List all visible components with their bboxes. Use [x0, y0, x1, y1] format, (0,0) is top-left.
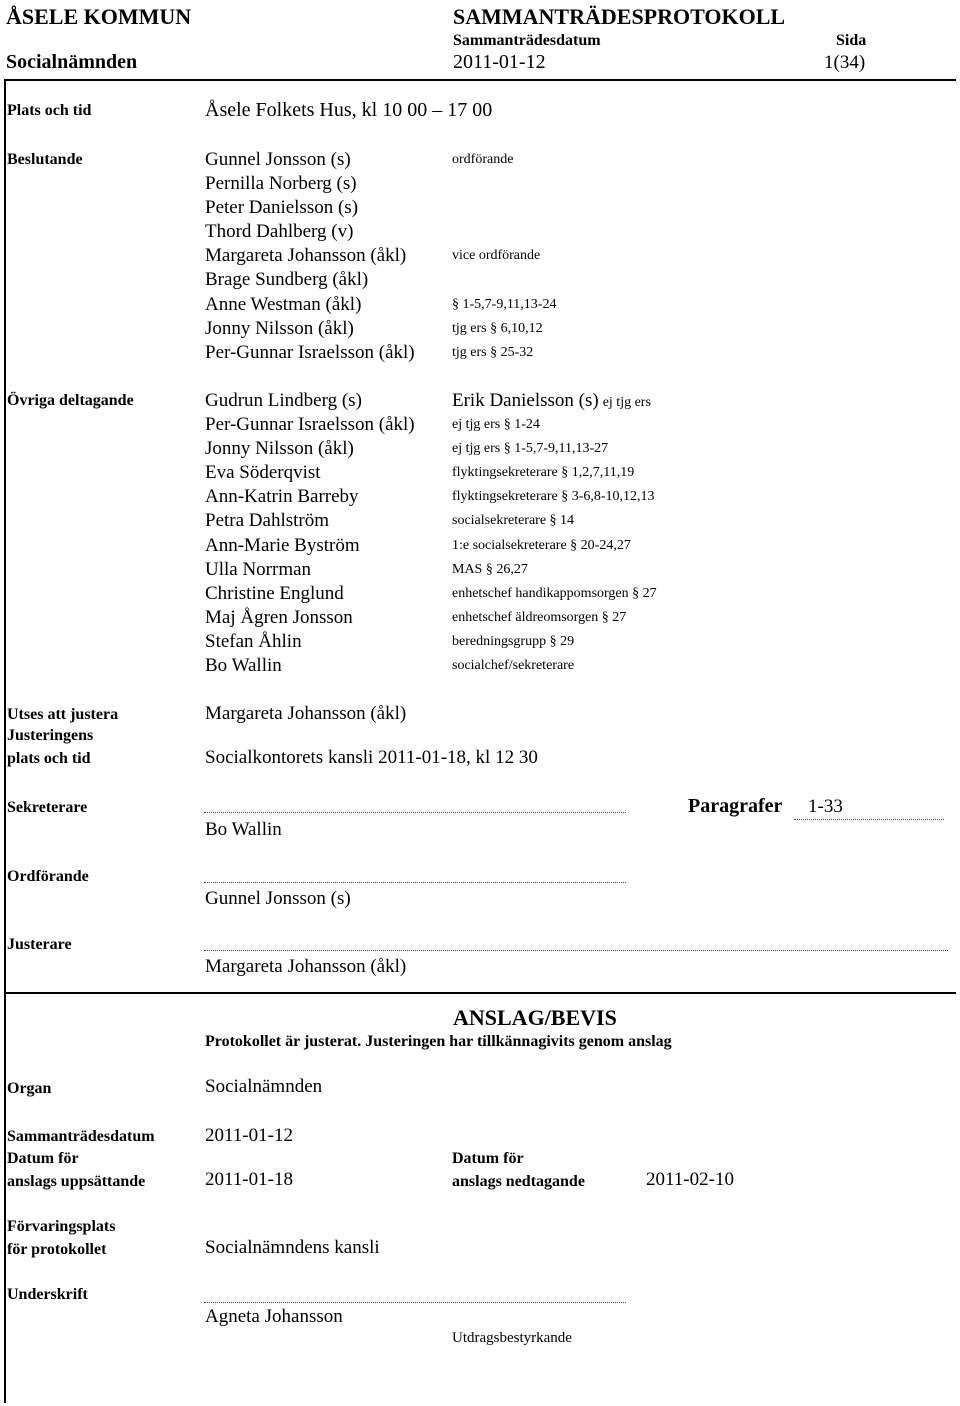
paragrafer-label: Paragrafer — [688, 795, 783, 817]
list-item: Anne Westman (åkl) — [205, 293, 362, 315]
justering-plats-label: plats och tid — [7, 750, 91, 767]
anslag-title: ANSLAG/BEVIS — [453, 1005, 617, 1030]
ordforande-signature-line — [204, 882, 626, 883]
paragrafer-line — [794, 819, 944, 820]
list-item: Gudrun Lindberg (s) — [205, 390, 362, 411]
list-item: Christine Englund — [205, 582, 344, 604]
list-item: Pernilla Norberg (s) — [205, 173, 357, 195]
role-text: ordförande — [452, 152, 514, 167]
role-text: tjg ers § 6,10,12 — [452, 320, 543, 336]
justerare-label: Justerare — [7, 936, 72, 953]
justering-plats-value: Socialkontorets kansli 2011-01-18, kl 12 30 — [205, 747, 538, 768]
justeringens-label: Justeringens — [7, 727, 94, 744]
anslag-datum-label: Sammanträdesdatum — [7, 1128, 155, 1145]
page-label: Sida — [836, 32, 867, 49]
role-text: flyktingsekreterare § 3-6,8-10,12,13 — [452, 489, 655, 505]
ovriga-first-right — [452, 389, 651, 413]
list-item: Margareta Johansson (åkl) — [205, 245, 407, 267]
underskrift-role: Utdragsbestyrkande — [452, 1330, 572, 1346]
left-margin-rule — [4, 81, 6, 1403]
role-text — [452, 220, 556, 244]
list-item: Eva Söderqvist — [205, 462, 321, 484]
nedtagande-label-1: Datum för — [452, 1150, 524, 1167]
role-text: ej tjg ers — [602, 395, 651, 410]
committee-name: Socialnämnden — [6, 51, 138, 73]
forvaring-value: Socialnämndens kansli — [205, 1237, 380, 1258]
organ-label: Organ — [7, 1080, 52, 1097]
list-item: Per-Gunnar Israelsson (åkl) — [205, 341, 415, 363]
header-rule — [4, 79, 956, 81]
list-item: Ulla Norrman — [205, 558, 312, 580]
nedtagande-label-2: anslags nedtagande — [452, 1173, 585, 1190]
section-rule — [4, 992, 956, 994]
role-text: enhetschef handikappomsorgen § 27 — [452, 585, 657, 601]
role-text: 1:e socialsekreterare § 20-24,27 — [452, 537, 631, 553]
uppsattande-label-1: Datum för — [7, 1150, 79, 1167]
org-name: ÅSELE KOMMUN — [6, 4, 192, 29]
role-text — [452, 196, 556, 220]
ovriga-label: Övriga deltagande — [7, 392, 134, 409]
date-label: Sammanträdesdatum — [453, 32, 601, 49]
anslag-subtitle: Protokollet är justerat. Justeringen har tillkännagivits genom anslag — [205, 1033, 672, 1050]
uppsattande-value: 2011-01-18 — [205, 1169, 293, 1190]
organ-value: Socialnämnden — [205, 1076, 323, 1097]
underskrift-name: Agneta Johansson — [205, 1306, 343, 1327]
list-item: Maj Ågren Jonsson — [205, 606, 353, 628]
role-text: ej tjg ers § 1-24 — [452, 417, 540, 433]
page-number: 1(34) — [824, 52, 866, 73]
role-text: socialsekreterare § 14 — [452, 513, 575, 529]
sekreterare-signature-line — [204, 812, 626, 813]
role-text: tjg ers § 25-32 — [452, 344, 534, 360]
plats-value: Åsele Folkets Hus, kl 10 00 – 17 00 — [205, 99, 493, 121]
sekreterare-label: Sekreterare — [7, 799, 88, 816]
role-text: flyktingsekreterare § 1,2,7,11,19 — [452, 465, 635, 481]
uppsattande-label-2: anslags uppsättande — [7, 1173, 146, 1190]
role-text: vice ordförande — [452, 248, 541, 264]
beslutande-label: Beslutande — [7, 151, 83, 168]
beslutande-names — [205, 148, 415, 365]
list-item: Stefan Åhlin — [205, 630, 302, 652]
nedtagande-value: 2011-02-10 — [646, 1169, 734, 1190]
list-item: Ann-Marie Byström — [205, 534, 360, 556]
plats-label: Plats och tid — [7, 102, 92, 119]
ordforande-label: Ordförande — [7, 868, 89, 885]
document-title: SAMMANTRÄDESPROTOKOLL — [453, 4, 786, 29]
list-item: Ann-Katrin Barreby — [205, 486, 359, 508]
ovriga-roles — [452, 413, 657, 678]
ordforande-name: Gunnel Jonsson (s) — [205, 888, 351, 909]
underskrift-label: Underskrift — [7, 1286, 88, 1303]
ovriga-names — [205, 389, 415, 678]
forvaring-label-2: för protokollet — [7, 1241, 107, 1258]
list-item: Jonny Nilsson (åkl) — [205, 438, 354, 460]
utses-value: Margareta Johansson (åkl) — [205, 703, 407, 724]
meeting-date: 2011-01-12 — [453, 51, 546, 73]
list-item: Gunnel Jonsson (s) — [205, 149, 351, 170]
list-item: Petra Dahlström — [205, 510, 330, 532]
list-item: Erik Danielsson (s) — [452, 390, 599, 411]
forvaring-label-1: Förvaringsplats — [7, 1218, 116, 1235]
role-text: beredningsgrupp § 29 — [452, 633, 575, 649]
utses-label: Utses att justera — [7, 706, 119, 723]
list-item: Per-Gunnar Israelsson (åkl) — [205, 414, 415, 436]
sekreterare-name: Bo Wallin — [205, 819, 282, 840]
list-item: Jonny Nilsson (åkl) — [205, 317, 354, 339]
underskrift-signature-line — [204, 1302, 626, 1303]
list-item: Brage Sundberg (åkl) — [205, 269, 369, 291]
list-item: Thord Dahlberg (v) — [205, 221, 354, 243]
justerare-signature-line — [204, 950, 948, 951]
role-text: MAS § 26,27 — [452, 561, 528, 577]
role-text: enhetschef äldreomsorgen § 27 — [452, 609, 627, 625]
role-text — [452, 172, 556, 196]
justerare-name: Margareta Johansson (åkl) — [205, 956, 407, 977]
paragrafer-value: 1-33 — [808, 796, 843, 817]
role-text — [452, 268, 556, 292]
role-text: § 1-5,7-9,11,13-24 — [452, 296, 557, 312]
role-text: socialchef/sekreterare — [452, 658, 575, 674]
anslag-datum-value: 2011-01-12 — [205, 1125, 293, 1146]
list-item: Bo Wallin — [205, 655, 282, 677]
list-item: Peter Danielsson (s) — [205, 197, 359, 219]
role-text: ej tjg ers § 1-5,7-9,11,13-27 — [452, 441, 609, 457]
beslutande-roles — [452, 148, 556, 365]
